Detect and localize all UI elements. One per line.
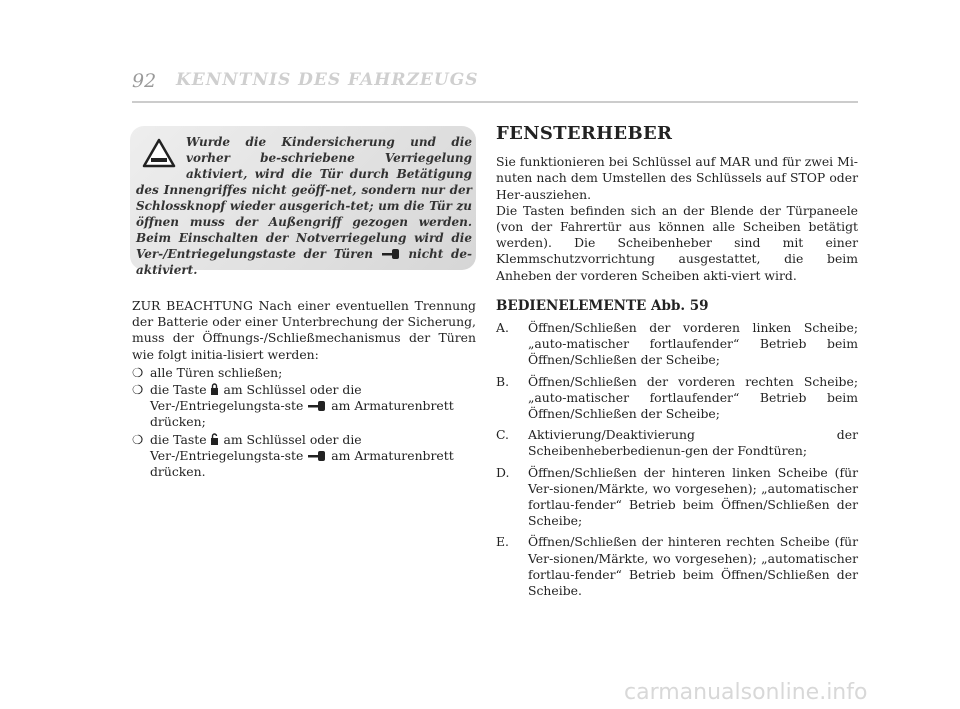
door-lock-key-icon — [381, 248, 401, 260]
list-item-text: am Armaturenbrett drücken. — [150, 447, 454, 480]
item-letter: C. — [496, 427, 509, 443]
bullet-symbol: ❍ — [132, 431, 144, 447]
item-text: Öffnen/Schließen der vorderen rechten Scheibe; „auto-matischer fortlaufender“ Betrieb beim Öffnen/Schließen der Scheibe; — [528, 373, 858, 422]
list-item — [132, 382, 476, 431]
item-letter: A. — [496, 320, 509, 336]
list-item-text: die Taste — [150, 431, 207, 447]
item-text: Öffnen/Schließen der hinteren rechten Scheibe (für Ver-sionen/Märkte, wo vorgesehen); „automatischer fortlau-fender“ Betrieb beim Öffnen/Schließen der Scheibe. — [528, 534, 858, 599]
header-rule — [132, 101, 858, 103]
warning-text — [136, 134, 472, 278]
list-item-text: alle Türen schließen; — [150, 364, 283, 380]
warning-text-after: nicht de-aktiviert. — [136, 247, 472, 277]
warning-box — [130, 126, 476, 277]
bullet-symbol: ❍ — [132, 382, 144, 398]
list-item — [496, 465, 858, 530]
paragraph: Die Tasten befinden sich an der Blende der Türpaneele (von der Fahrertür aus können alle Scheiben betätigt werden). Die Scheibenheber sind mit einer Klemmschutzvorrichtung ausgestattet, die beim Anheben der vorderen Scheiben akti-viert wird. — [496, 202, 858, 283]
list-item — [496, 320, 858, 369]
item-letter: B. — [496, 373, 510, 389]
list-item — [496, 534, 858, 599]
item-letter: D. — [496, 464, 510, 480]
key-unlock-icon — [210, 433, 219, 446]
door-lock-key-icon — [307, 400, 327, 412]
item-text: Öffnen/Schließen der vorderen linken Scheibe; „auto-matischer fortlaufender“ Betrieb beim Öffnen/Schließen der Scheibe; — [528, 320, 858, 368]
list-item-text: am Schlüssel oder die Ver-/Entriegelungsta-ste — [150, 431, 362, 463]
key-lock-icon — [210, 383, 219, 396]
list-item-text: am Armaturenbrett drücken; — [150, 398, 454, 430]
list-item — [496, 374, 858, 423]
list-item — [132, 365, 476, 381]
paragraph: Sie funktionieren bei Schlüssel auf MAR und für zwei Mi-nuten nach dem Umstellen des Schlüssels auf STOP oder Her-ausziehen. — [496, 154, 858, 202]
list-item — [132, 432, 476, 481]
section-title: FENSTERHEBER — [496, 123, 673, 144]
door-lock-key-icon — [307, 450, 327, 462]
bullet-symbol: ❍ — [132, 364, 144, 380]
list-item-text: die Taste — [150, 382, 207, 398]
note-paragraph: ZUR BEACHTUNG Nach einer eventuellen Trennung der Batterie oder einer Unterbrechung der Sicherung, muss der Öffnungs-/Schließmechanismus der Türen wie folgt initia-lisiert werden: — [132, 298, 476, 362]
controls-list — [496, 320, 858, 599]
running-title: KENNTNIS DES FAHRZEUGS — [176, 70, 479, 90]
controls-subheading: BEDIENELEMENTE Abb. 59 — [496, 297, 709, 314]
list-item — [496, 427, 858, 459]
left-column — [132, 298, 476, 481]
bullet-list — [132, 365, 476, 480]
list-item-text: am Schlüssel oder die Ver-/Entriegelungsta-ste — [150, 382, 362, 414]
item-text: Aktivierung/Deaktivierung der Scheibenheberbedienun-gen der Fondtüren; — [528, 427, 858, 459]
warning-text-before: Wurde die Kindersicherung und die vorher be-schriebene Verriegelung aktiviert, wird die Tür durch Betätigung des Innengriffes nicht geöff-net, sondern nur der Schlossknopf wieder ausgerich-tet; um die Tür zu öffnen muss der Außengriff gezogen werden. Beim Einschalten der Notverriegelung wird die Ver-/Entriegelungstaste der Türen — [136, 135, 472, 261]
page-number: 92 — [132, 70, 157, 92]
watermark: carmanualsonline.info — [624, 680, 868, 705]
item-letter: E. — [496, 534, 509, 550]
item-text: Öffnen/Schließen der hinteren linken Scheibe (für Ver-sionen/Märkte, wo vorgesehen); „automatischer fortlau-fender“ Betrieb beim Öffnen/Schließen der Scheibe; — [528, 464, 858, 529]
page-header — [132, 70, 858, 100]
right-column — [496, 123, 858, 604]
